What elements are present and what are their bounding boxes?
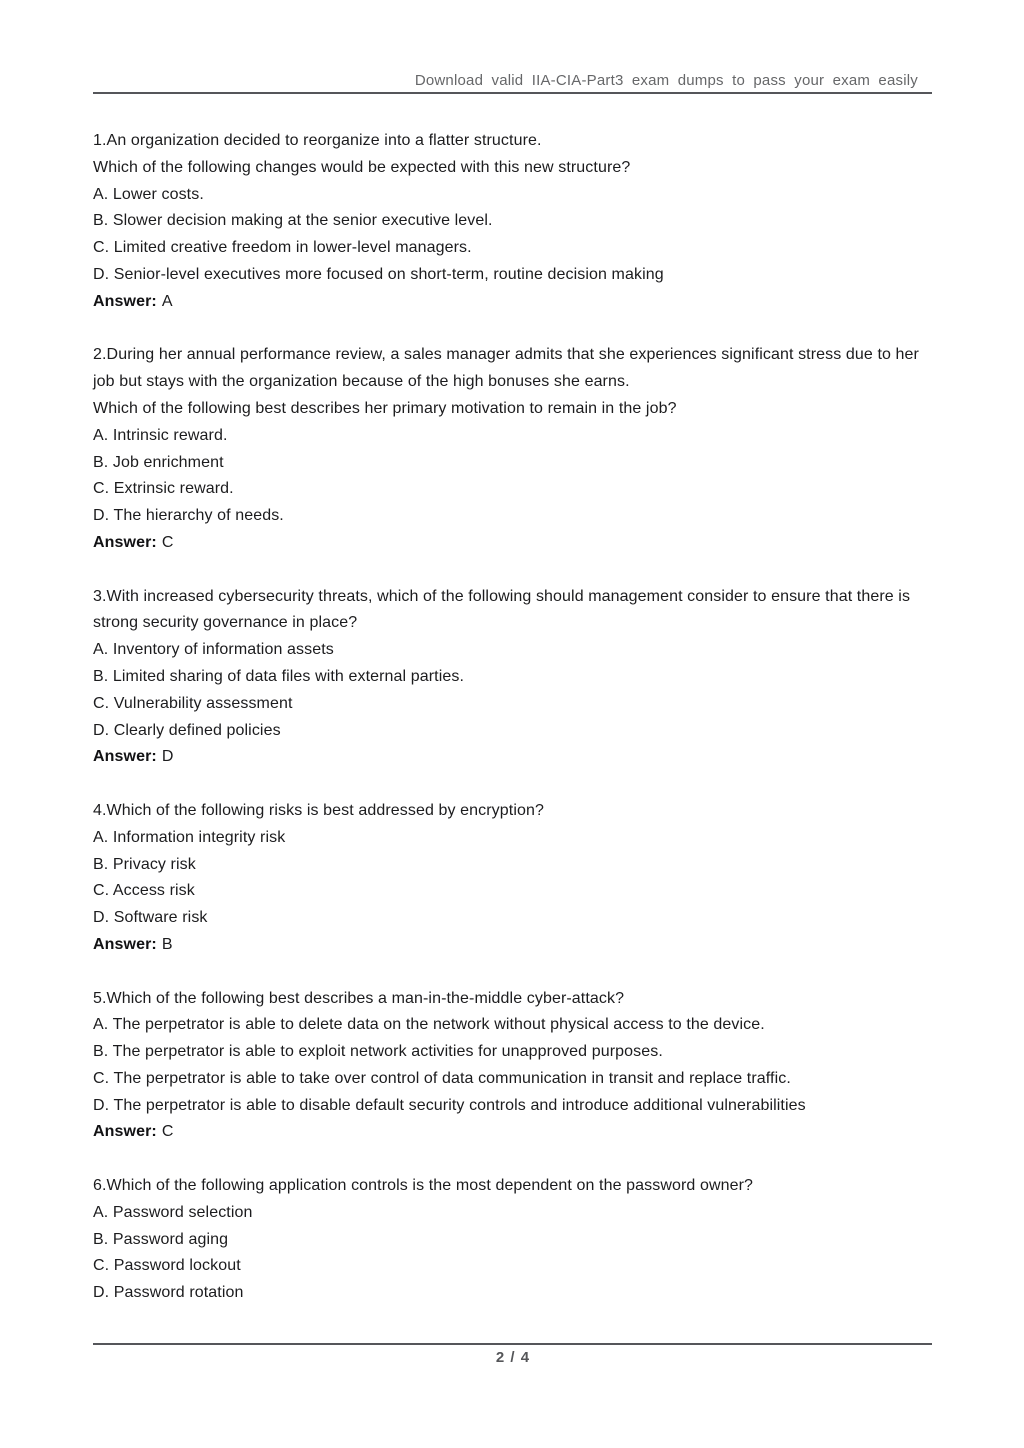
option-line: D. The hierarchy of needs. [93,507,284,525]
page-header [93,0,932,94]
footer-rule [93,1343,932,1345]
answer-line [93,1119,932,1146]
option-line: C. Access risk [93,882,195,900]
option-line: C. Vulnerability assessment [93,694,293,712]
answer-value: B [161,935,173,953]
answer-label: Answer: [93,1123,157,1141]
option-line: D. Software risk [93,909,208,927]
page-footer [93,1343,932,1448]
question-stem-line: 6.Which of the following application controls is the most dependent on the password owner? [93,1177,754,1195]
question-stem-line: 4.Which of the following risks is best addressed by encryption? [93,801,544,819]
page-number: 2 / 4 [495,1349,530,1366]
answer-label: Answer: [93,935,157,953]
question-block [93,584,932,772]
option-line: B. Limited sharing of data files with external parties. [93,667,465,685]
option-line: A. Inventory of information assets [93,641,334,659]
option-line: B. Job enrichment [93,453,224,471]
header-text: Download valid IIA-CIA-Part3 exam dumps to pass your exam easily [414,72,918,89]
option-line: B. Privacy risk [93,855,196,873]
answer-line [93,932,932,959]
answer-label: Answer: [93,748,157,766]
question-stem-line: 3.With increased cybersecurity threats, which of the following should management consider to ensure that there is strong security governance in place? [93,587,911,632]
option-line: B. The perpetrator is able to exploit network activities for unapproved purposes. [93,1043,663,1061]
answer-value: D [161,748,174,766]
option-line: B. Slower decision making at the senior executive level. [93,212,493,230]
option-line: D. Clearly defined policies [93,721,281,739]
question-block [93,986,932,1147]
answer-label: Answer: [93,533,157,551]
answer-label: Answer: [93,292,157,310]
option-line: D. Password rotation [93,1284,244,1302]
answer-line [93,744,932,771]
option-line: A. Lower costs. [93,185,204,203]
header-rule [93,92,932,94]
option-line: D. Senior-level executives more focused on short-term, routine decision making [93,265,664,283]
question-block [93,128,932,316]
option-line: C. Password lockout [93,1257,241,1275]
answer-line [93,289,932,316]
question-block [93,342,932,556]
questions-list [93,128,932,1307]
option-line: A. Information integrity risk [93,828,286,846]
option-line: D. The perpetrator is able to disable default security controls and introduce additional vulnerabilities [93,1096,806,1114]
question-block [93,1173,932,1307]
answer-value: A [161,292,173,310]
question-stem-line: Which of the following changes would be expected with this new structure? [93,158,631,176]
option-line: A. Password selection [93,1203,253,1221]
question-block [93,798,932,959]
question-stem-line: Which of the following best describes her primary motivation to remain in the job? [93,399,677,417]
question-stem-line: 5.Which of the following best describes a man-in-the-middle cyber-attack? [93,989,625,1007]
answer-value: C [161,1123,174,1141]
option-line: C. Extrinsic reward. [93,480,234,498]
answer-value: C [161,533,174,551]
option-line: C. Limited creative freedom in lower-level managers. [93,239,472,257]
option-line: B. Password aging [93,1230,229,1248]
option-line: A. The perpetrator is able to delete data on the network without physical access to the device. [93,1016,765,1034]
option-line: C. The perpetrator is able to take over control of data communication in transit and replace traffic. [93,1069,791,1087]
answer-line [93,530,932,557]
option-line: A. Intrinsic reward. [93,426,228,444]
question-stem-line: 2.During her annual performance review, a sales manager admits that she experiences significant stress due to her job but stays with the organization because of the high bonuses she earns. [93,346,919,391]
question-stem-line: 1.An organization decided to reorganize into a flatter structure. [93,132,542,149]
